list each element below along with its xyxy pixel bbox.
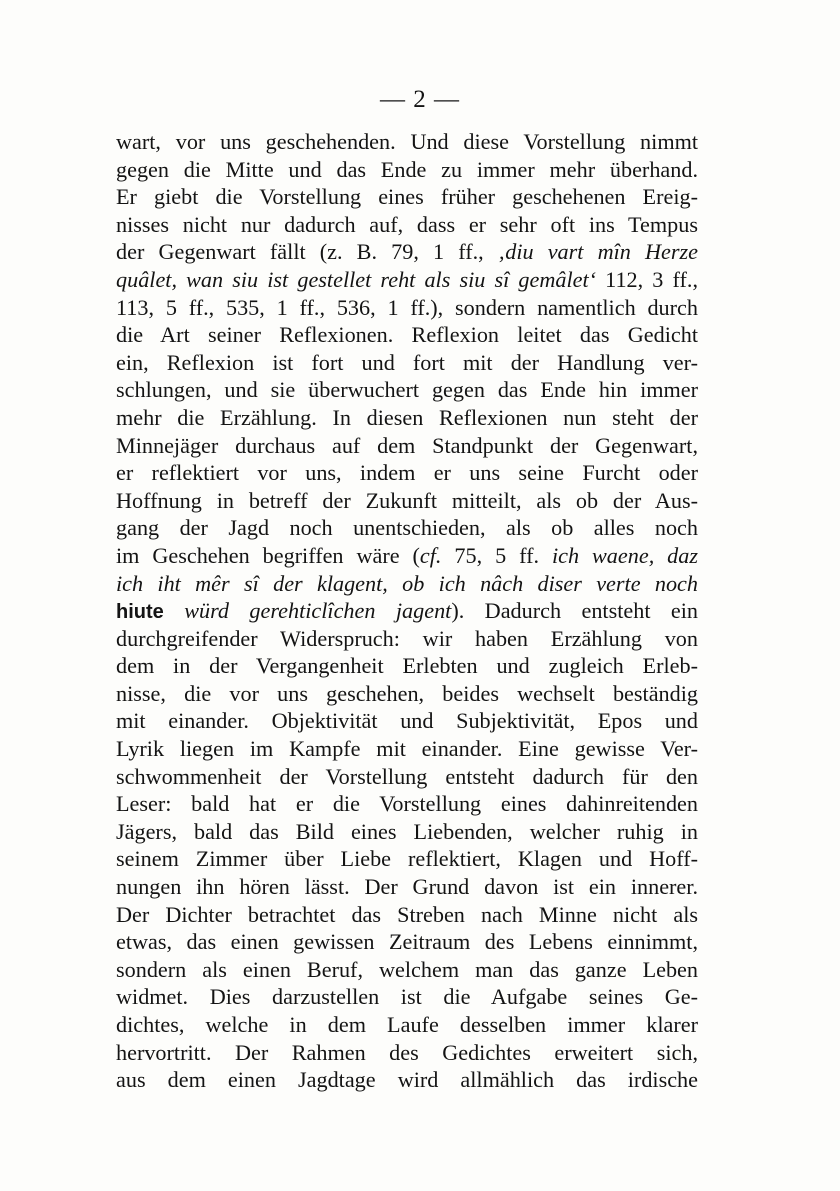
text-run: schlungen, und sie überwuchert gegen das Ende hin immer <box>116 377 698 403</box>
text-run: gegen die Mitte und das Ende zu immer mehr überhand. <box>116 156 698 182</box>
text-run: aus dem einen Jagdtage wird allmählich das irdische <box>116 1067 698 1093</box>
text-run: Jägers, bald das Bild eines Liebenden, welcher ruhig in <box>116 818 698 844</box>
text-line <box>116 680 698 708</box>
text-run: ein, Reflexion ist fort und fort mit der Handlung ver- <box>116 349 698 375</box>
text-run: Lyrik liegen im Kampfe mit einander. Eine gewisse Ver- <box>116 736 698 762</box>
text-line <box>116 128 698 156</box>
text-run: mit einander. Objektivität und Subjektivität, Epos und <box>116 708 698 734</box>
text-line <box>116 294 698 322</box>
page-number: — 2 — <box>380 86 460 113</box>
text-line <box>116 707 698 735</box>
text-run: etwas, das einen gewissen Zeitraum des Lebens einnimmt, <box>116 929 698 955</box>
text-line <box>116 321 698 349</box>
text-run: ). Dadurch entsteht ein <box>451 598 698 624</box>
text-line <box>116 459 698 487</box>
text-run: 112, 3 ff., <box>596 266 698 292</box>
text-run: nisse, die vor uns geschehen, beides wechselt beständig <box>116 680 698 706</box>
italic-quote: ich iht mêr sî der klagent, ob ich nâch diser verte noch <box>116 570 698 596</box>
text-run: Leser: bald hat er die Vorstellung eines dahinreitenden <box>116 791 698 817</box>
text-run: schwommenheit der Vorstellung entsteht dadurch für den <box>116 763 698 789</box>
text-run: Hoffnung in betreff der Zukunft mitteilt, als ob der Aus- <box>116 487 698 513</box>
text-run: Der Dichter betrachtet das Streben nach Minne nicht als <box>116 901 698 927</box>
text-run: wart, vor uns geschehenden. Und diese Vorstellung nimmt <box>116 129 698 154</box>
text-line <box>116 983 698 1011</box>
text-line <box>116 156 698 184</box>
text-run: nisses nicht nur dadurch auf, dass er sehr oft ins Tempus <box>116 211 698 237</box>
text-run: mehr die Erzählung. In diesen Reflexionen nun steht der <box>116 404 698 430</box>
italic-quote: cf. <box>419 542 442 568</box>
text-run: nungen ihn hören lässt. Der Grund davon ist ein innerer. <box>116 874 698 900</box>
text-line <box>116 845 698 873</box>
text-run: Er giebt die Vorstellung eines früher geschehenen Ereig- <box>116 184 698 210</box>
text-run: hervortritt. Der Rahmen des Gedichtes erweitert sich, <box>116 1039 698 1065</box>
text-run: seinem Zimmer über Liebe reflektiert, Klagen und Hoff- <box>116 846 698 872</box>
text-line <box>116 487 698 515</box>
italic-quote: würd gerehticlîchen jagent <box>184 598 452 624</box>
text-line <box>116 956 698 984</box>
text-line <box>116 818 698 846</box>
text-line <box>116 404 698 432</box>
text-run: Minnejäger durchaus auf dem Standpunkt der Gegenwart, <box>116 432 698 458</box>
text-run: die Art seiner Reflexionen. Reflexion leitet das Gedicht <box>116 322 698 348</box>
italic-quote: ‚diu vart mîn Herze <box>497 239 698 265</box>
text-line <box>116 1066 698 1094</box>
text-run: durchgreifender Widerspruch: wir haben Erzählung von <box>116 625 698 651</box>
text-line <box>116 763 698 791</box>
text-run: er reflektiert vor uns, indem er uns seine Furcht oder <box>116 460 698 486</box>
italic-quote: quâlet, wan siu ist gestellet reht als siu sî gemâlet‘ <box>116 266 597 292</box>
text-line <box>116 735 698 763</box>
text-line <box>116 652 698 680</box>
text-run: der Gegenwart fällt (z. B. 79, 1 ff., <box>116 239 498 265</box>
text-line <box>116 1039 698 1067</box>
text-line <box>116 901 698 929</box>
text-run: dichtes, welche in dem Laufe desselben immer klarer <box>116 1012 698 1037</box>
text-run: 75, 5 ff. <box>441 542 552 568</box>
text-run: gang der Jagd noch unentschieden, als ob alles noch <box>116 515 698 541</box>
text-run: widmet. Dies darzustellen ist die Aufgabe seines Ge- <box>116 984 698 1010</box>
text-line <box>116 376 698 404</box>
text-line <box>116 928 698 956</box>
body-text <box>116 128 698 1094</box>
text-run: im Geschehen begriffen wäre ( <box>116 542 420 568</box>
text-line <box>116 514 698 542</box>
text-line <box>116 183 698 211</box>
text-line <box>116 570 698 598</box>
text-line <box>116 790 698 818</box>
text-line <box>116 238 698 266</box>
italic-quote: ich waene, daz <box>551 542 698 568</box>
text-line <box>116 211 698 239</box>
text-line <box>116 349 698 377</box>
text-run: dem in der Vergangenheit Erlebten und zugleich Erleb- <box>116 653 698 679</box>
text-run: sondern als einen Beruf, welchem man das ganze Leben <box>116 956 698 982</box>
text-line <box>116 432 698 460</box>
text-line <box>116 873 698 901</box>
text-line <box>116 597 698 625</box>
text-line <box>116 266 698 294</box>
text-run <box>164 598 184 623</box>
text-run: 113, 5 ff., 535, 1 ff., 536, 1 ff.), sondern namentlich durch <box>116 294 698 320</box>
text-line <box>116 625 698 653</box>
text-line <box>116 542 698 570</box>
text-line <box>116 1011 698 1039</box>
bold-word: hiute <box>116 601 164 624</box>
